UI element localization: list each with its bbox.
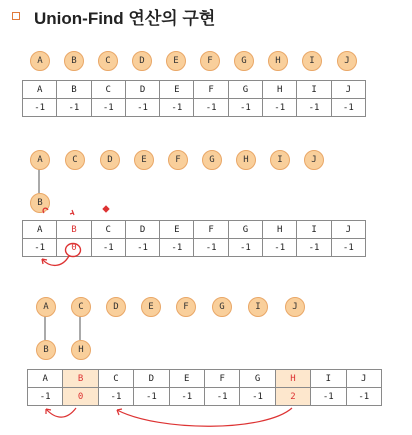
header-cell: D [125, 221, 159, 239]
value-cell: -1 [194, 239, 228, 257]
header-cell: E [169, 370, 204, 388]
step2-root-node: A [30, 150, 50, 170]
header-cell: E [160, 221, 194, 239]
value-cell: -1 [263, 239, 297, 257]
step2-root-node: D [100, 150, 120, 170]
header-cell: D [134, 370, 169, 388]
header-cell: F [194, 81, 228, 99]
header-cell: C [91, 81, 125, 99]
arrow-head-icon [46, 409, 51, 414]
header-cell: C [98, 370, 133, 388]
table-value-row [23, 99, 366, 117]
value-cell: -1 [228, 239, 262, 257]
value-cell: -1 [194, 99, 228, 117]
header-cell: I [297, 221, 331, 239]
value-cell: -1 [160, 99, 194, 117]
value-cell: -1 [263, 99, 297, 117]
header-cell: B [57, 221, 91, 239]
header-cell: F [194, 221, 228, 239]
value-cell: -1 [169, 388, 204, 406]
value-cell: -1 [125, 239, 159, 257]
step1-node: B [64, 51, 84, 71]
header-cell: A [23, 81, 57, 99]
step2-root-node: J [304, 150, 324, 170]
value-cell: -1 [160, 239, 194, 257]
value-cell: -1 [346, 388, 381, 406]
step2-child-node: B [30, 193, 50, 213]
step1-node: A [30, 51, 50, 71]
value-cell: -1 [28, 388, 63, 406]
header-cell: J [346, 370, 381, 388]
step2-root-node: I [270, 150, 290, 170]
step1-node: E [166, 51, 186, 71]
step1-node: F [200, 51, 220, 71]
step1-node: J [337, 51, 357, 71]
parent-pointer-arrow [117, 408, 292, 426]
value-cell: -1 [297, 239, 331, 257]
value-cell: -1 [134, 388, 169, 406]
arrow-head-icon [42, 259, 47, 264]
header-cell: A [23, 221, 57, 239]
step2-root-node: E [134, 150, 154, 170]
header-cell: H [275, 370, 310, 388]
value-cell: -1 [125, 99, 159, 117]
table-header-row [23, 221, 366, 239]
value-cell: -1 [57, 99, 91, 117]
header-cell: I [297, 81, 331, 99]
header-cell: G [228, 221, 262, 239]
value-cell: -1 [23, 239, 57, 257]
step1-node: H [268, 51, 288, 71]
header-cell: F [204, 370, 239, 388]
value-cell: -1 [23, 99, 57, 117]
hand-mark [70, 210, 74, 215]
step2-root-node: H [236, 150, 256, 170]
step3-parent-table [27, 369, 382, 406]
step2-root-node: G [202, 150, 222, 170]
value-cell: -1 [91, 99, 125, 117]
step1-node: D [132, 51, 152, 71]
step3-root-node: C [71, 297, 91, 317]
value-cell: -1 [228, 99, 262, 117]
parent-pointer-arrow [46, 408, 76, 417]
step3-child-node: B [36, 340, 56, 360]
value-cell: 2 [275, 388, 310, 406]
step1-parent-table [22, 80, 366, 117]
header-cell: J [331, 81, 365, 99]
step3-child-node: H [71, 340, 91, 360]
header-cell: C [91, 221, 125, 239]
step1-node: G [234, 51, 254, 71]
step3-root-node: J [285, 297, 305, 317]
header-cell: H [263, 81, 297, 99]
table-header-row [23, 81, 366, 99]
header-cell: D [125, 81, 159, 99]
value-cell: 0 [63, 388, 98, 406]
step2-parent-table [22, 220, 366, 257]
value-cell: -1 [240, 388, 275, 406]
bullet-square-icon [12, 12, 20, 20]
step3-root-node: E [141, 297, 161, 317]
header-cell: I [311, 370, 346, 388]
header-cell: A [28, 370, 63, 388]
step2-root-node: F [168, 150, 188, 170]
table-header-row [28, 370, 382, 388]
table-value-row [23, 239, 366, 257]
step3-root-node: I [248, 297, 268, 317]
header-cell: J [331, 221, 365, 239]
step2-root-node: C [65, 150, 85, 170]
value-cell: -1 [331, 99, 365, 117]
parent-pointer-arrow [42, 256, 69, 265]
title-row [12, 6, 215, 26]
value-cell: -1 [98, 388, 133, 406]
value-cell: -1 [331, 239, 365, 257]
value-cell: -1 [297, 99, 331, 117]
value-cell: -1 [91, 239, 125, 257]
value-cell: -1 [204, 388, 239, 406]
header-cell: H [263, 221, 297, 239]
value-cell: 0 [57, 239, 91, 257]
step1-node: C [98, 51, 118, 71]
arrow-head-icon [117, 409, 122, 415]
step3-root-node: A [36, 297, 56, 317]
step3-root-node: G [212, 297, 232, 317]
header-cell: E [160, 81, 194, 99]
step1-node: I [302, 51, 322, 71]
header-cell: G [228, 81, 262, 99]
header-cell: G [240, 370, 275, 388]
step3-root-node: F [176, 297, 196, 317]
page-title: Union-Find 연산의 구현 [34, 8, 216, 28]
value-cell: -1 [311, 388, 346, 406]
table-value-row [28, 388, 382, 406]
header-cell: B [57, 81, 91, 99]
header-cell: B [63, 370, 98, 388]
hand-mark [103, 206, 109, 212]
step3-root-node: D [106, 297, 126, 317]
